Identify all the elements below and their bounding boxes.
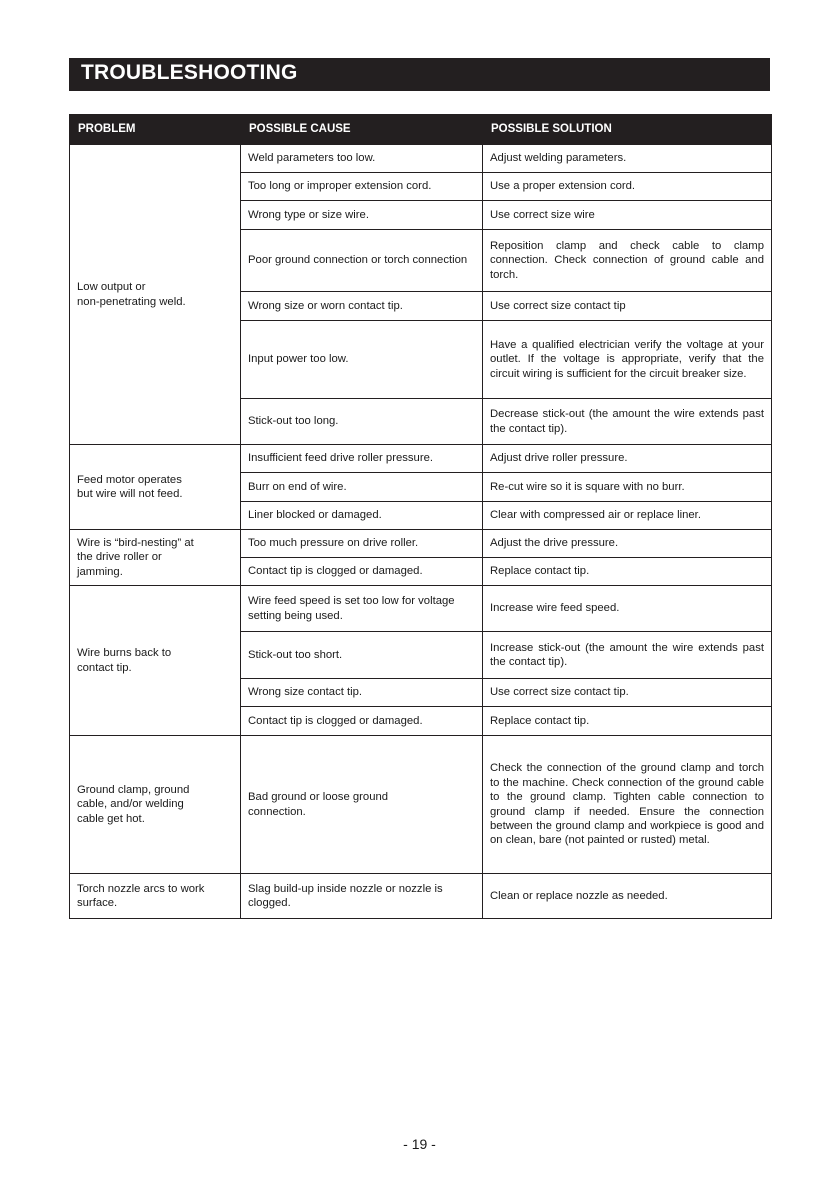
table-row bbox=[70, 530, 772, 558]
troubleshooting-table bbox=[69, 114, 772, 919]
cause-cell: Insufficient feed drive roller pressure. bbox=[241, 445, 483, 473]
cause-cell: Too much pressure on drive roller. bbox=[241, 530, 483, 558]
cause-cell: Slag build-up inside nozzle or nozzle is clogged. bbox=[241, 874, 483, 919]
problem-cell: Ground clamp, ground cable, and/or welding cable get hot. bbox=[70, 736, 241, 874]
problem-cell: Low output or non-penetrating weld. bbox=[70, 145, 241, 445]
problem-cell: Feed motor operates but wire will not feed. bbox=[70, 445, 241, 530]
table-row bbox=[70, 145, 772, 173]
table-header-row bbox=[70, 115, 772, 145]
cause-cell: Bad ground or loose ground connection. bbox=[241, 736, 483, 874]
cause-cell: Wrong type or size wire. bbox=[241, 201, 483, 230]
solution-cell: Use correct size contact tip. bbox=[483, 679, 772, 707]
cause-cell: Liner blocked or damaged. bbox=[241, 502, 483, 530]
problem-cell: Wire burns back to contact tip. bbox=[70, 586, 241, 736]
cause-cell: Stick-out too short. bbox=[241, 632, 483, 679]
title-bar bbox=[69, 58, 770, 91]
solution-cell: Use correct size contact tip bbox=[483, 292, 772, 321]
solution-cell: Replace contact tip. bbox=[483, 707, 772, 736]
solution-cell: Decrease stick-out (the amount the wire extends past the contact tip). bbox=[483, 399, 772, 445]
header-solution: POSSIBLE SOLUTION bbox=[483, 115, 772, 145]
solution-cell: Adjust welding parameters. bbox=[483, 145, 772, 173]
problem-cell: Torch nozzle arcs to work surface. bbox=[70, 874, 241, 919]
table-row bbox=[70, 736, 772, 874]
solution-cell: Reposition clamp and check cable to clamp connection. Check connection of ground cable and torch. bbox=[483, 230, 772, 292]
solution-cell: Increase stick-out (the amount the wire extends past the contact tip). bbox=[483, 632, 772, 679]
cause-cell: Wrong size contact tip. bbox=[241, 679, 483, 707]
cause-cell: Too long or improper extension cord. bbox=[241, 173, 483, 201]
table-row bbox=[70, 586, 772, 632]
page-number: - 19 - bbox=[403, 1136, 436, 1152]
table-row bbox=[70, 874, 772, 919]
solution-cell: Adjust drive roller pressure. bbox=[483, 445, 772, 473]
cause-cell: Wrong size or worn contact tip. bbox=[241, 292, 483, 321]
cause-cell: Contact tip is clogged or damaged. bbox=[241, 558, 483, 586]
cause-cell: Input power too low. bbox=[241, 321, 483, 399]
solution-cell: Adjust the drive pressure. bbox=[483, 530, 772, 558]
page-title: TROUBLESHOOTING bbox=[81, 61, 298, 84]
cause-cell: Wire feed speed is set too low for voltage setting being used. bbox=[241, 586, 483, 632]
header-cause: POSSIBLE CAUSE bbox=[241, 115, 483, 145]
cause-cell: Weld parameters too low. bbox=[241, 145, 483, 173]
solution-cell: Increase wire feed speed. bbox=[483, 586, 772, 632]
solution-cell: Re-cut wire so it is square with no burr. bbox=[483, 473, 772, 502]
solution-cell: Replace contact tip. bbox=[483, 558, 772, 586]
cause-cell: Stick-out too long. bbox=[241, 399, 483, 445]
table-row bbox=[70, 445, 772, 473]
solution-cell: Check the connection of the ground clamp and torch to the machine. Check connection of the ground cable to the ground clamp. Tighten cable connection to ground clamp if needed. Ensure the connection between the ground clamp and workpiece is good and on clean, bare (not painted or rusted) metal. bbox=[483, 736, 772, 874]
solution-cell: Clean or replace nozzle as needed. bbox=[483, 874, 772, 919]
solution-cell: Use correct size wire bbox=[483, 201, 772, 230]
header-problem: PROBLEM bbox=[70, 115, 241, 145]
cause-cell: Contact tip is clogged or damaged. bbox=[241, 707, 483, 736]
problem-cell: Wire is “bird-nesting” at the drive roller or jamming. bbox=[70, 530, 241, 586]
solution-cell: Have a qualified electrician verify the voltage at your outlet. If the voltage is appropriate, verify that the circuit wiring is sufficient for the circuit breaker size. bbox=[483, 321, 772, 399]
solution-cell: Use a proper extension cord. bbox=[483, 173, 772, 201]
cause-cell: Burr on end of wire. bbox=[241, 473, 483, 502]
cause-cell: Poor ground connection or torch connection bbox=[241, 230, 483, 292]
solution-cell: Clear with compressed air or replace liner. bbox=[483, 502, 772, 530]
